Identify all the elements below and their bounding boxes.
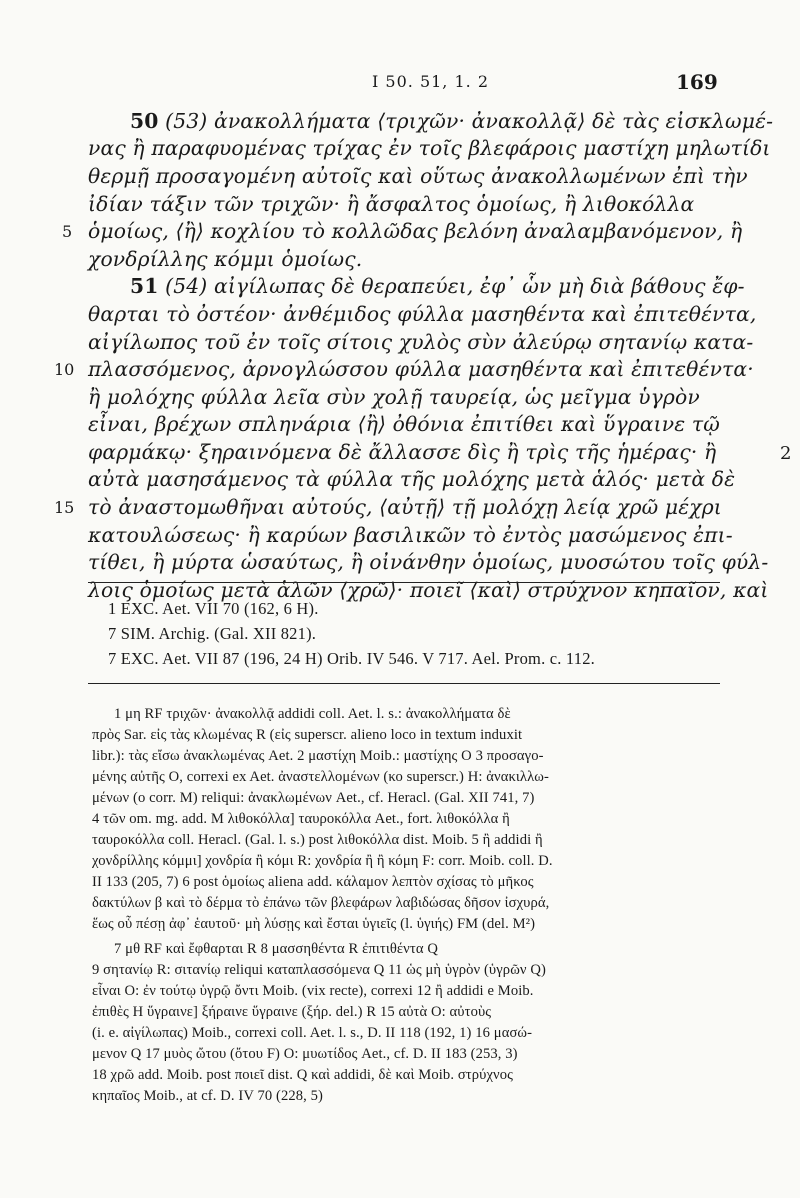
apparatus-line: II 133 (205, 7) 6 post ὁμοίως aliena add. κάλαμον λεπτὸν σχίσας τὸ μῆκος [92,874,534,890]
text-line-with-margin [0,440,800,468]
line-number: 5 [62,222,73,241]
apparatus-line: ἐπιθὲς H ὕγραινε] ξήραινε ὕγραινε (ξήρ. del.) R 15 αὐτὰ O: αὐτοὺς [92,1004,492,1020]
text-line: τὸ ἀναστομωθῆναι αὐτούς, ⟨αὐτῇ⟩ τῇ μολόχῃ λείᾳ χρῶ μέχρι [88,495,722,519]
section-number: 51 [130,274,159,298]
text-line: τίθει, ἢ μύρτα ὡσαύτως, ἢ οἰνάνθην ὁμοίως, μυοσώτου τοῖς φύλ- [88,550,769,574]
divider-rule [88,683,720,684]
apparatus-line: πρὸς Sar. εἰς τὰς κλωμένας R (εἰς superscr. alieno loco in textum induxit [92,727,523,743]
divider-rule [88,582,720,583]
apparatus-line: 1 μη RF τριχῶν· ἀνακολλᾷ addidi coll. Aet. l. s.: ἀνακολλήματα δὲ [114,706,511,722]
page-number: 169 [676,70,718,94]
text-line-content: (53) ἀνακολλήματα ⟨τριχῶν· ἀνακολλᾷ⟩ δὲ τὰς εἰσκλωμέ- [165,109,774,133]
text-line-content: (54) αἰγίλωπας δὲ θεραπεύει, ἐφ᾽ ὧν μὴ διὰ βάθους ἔφ- [165,274,745,298]
text-line [130,109,773,133]
line-number: 15 [54,498,75,517]
text-line: θαρται τὸ ὀστέον· ἀνθέμιδος φύλλα μασηθέντα καὶ ἐπιτεθέντα, [88,302,757,326]
apparatus-line: μένων (ο corr. M) reliqui: ἀνακλωμένων Aet., cf. Heracl. (Gal. XII 741, 7) [92,790,535,806]
section-number: 50 [130,109,159,133]
apparatus-line: 9 σητανίῳ R: σιτανίῳ reliqui καταπλασσόμενα Q 11 ὡς μὴ ὑγρὸν (ὑγρῶν Q) [92,962,546,978]
numbered-line [0,219,800,247]
apparatus-line: χονδρίλλης κόμμι] χονδρία ἢ κόμι R: χονδρία ἢ ἢ κόμη F: corr. Moib. coll. D. [92,853,553,869]
section-reference: I 50. 51, 1. 2 [372,72,489,91]
text-line: ἢ μολόχης φύλλα λεῖα σὺν χολῇ ταυρείᾳ, ὡς μεῖγμα ὑγρὸν [88,385,700,409]
text-line: κατουλώσεως· ἢ καρύων βασιλικῶν τὸ ἐντὸς μασώμενος ἐπι- [88,523,733,547]
apparatus-line: μένης αὐτῆς O, correxi ex Aet. ἀναστελλομένων (κο superscr.) H: ἀνακιλλω- [92,769,549,785]
apparatus-line: 7 μθ RF καὶ ἔφθαρται R 8 μασσηθέντα R ἐπιτιθέντα Q [114,941,438,957]
text-line: ὁμοίως, ⟨ἢ⟩ κοχλίου τὸ κολλῶδας βελόνη ἀναλαμβανόμενον, ἢ [88,219,743,243]
apparatus-line: εἶναι O: ἐν τούτῳ ὑγρῷ ὄντι Moib. (vix recte), correxi 12 ἢ addidi e Moib. [92,983,534,999]
text-line: αὐτὰ μασησάμενος τὰ φύλλα τῆς μολόχης μετὰ ἁλός· μετὰ δὲ [88,467,736,491]
text-line: λοις ὁμοίως μετὰ ἁλῶν ⟨χρῶ⟩· ποιεῖ ⟨καὶ⟩ στρύχνον κηπαῖον, καὶ [88,578,769,602]
numbered-line [0,357,800,385]
apparatus-line: (i. e. αἰγίλωπας) Moib., correxi coll. Aet. l. s., D. II 118 (192, 1) 16 μασώ- [92,1025,533,1041]
numbered-line [0,495,800,523]
apparatus-line: libr.): τὰς εἴσω ἀνακλωμένας Aet. 2 μαστίχη Moib.: μαστίχης O 3 προσαγο- [92,748,544,764]
text-line: φαρμάκῳ· ξηραινόμενα δὲ ἄλλασσε δὶς ἢ τρὶς τῆς ἡμέρας· ἢ [88,440,717,464]
apparatus-line: 18 χρῶ add. Moib. post ποιεῖ dist. Q καὶ addidi, δὲ καὶ Moib. στρύχνος [92,1067,514,1083]
text-line: θερμῇ προσαγομένη αὐτοῖς καὶ οὕτως ἀνακολλωμένων ἐπὶ τὴν [88,164,748,188]
text-line: χονδρίλλης κόμμι ὁμοίως. [88,247,363,271]
text-line: νας ἢ παραφυομένας τρίχας ἐν τοῖς βλεφάροις μαστίχη μηλωτίδι [88,136,771,160]
testimonium-line: 1 EXC. Aet. VII 70 (162, 6 H). [108,599,319,618]
running-head [0,64,800,94]
apparatus-line: 4 τῶν om. mg. add. M λιθοκόλλα] ταυροκόλλα Aet., fort. λιθοκόλλα ἢ [92,811,510,827]
margin-number: 2 [780,443,792,464]
apparatus-line: κηπαῖος Moib., at cf. D. IV 70 (228, 5) [92,1088,324,1104]
text-line [130,274,745,298]
apparatus-line: μενον Q 17 μυὸς ὤτου (ὄτου F) O: μυωτίδος Aet., cf. D. II 183 (253, 3) [92,1046,518,1062]
text-line: αἰγίλωπος τοῦ ἐν τοῖς σίτοις χυλὸς σὺν ἀλεύρῳ σητανίῳ κατα- [88,330,754,354]
apparatus-line: ἕως οὗ πέσῃ ἀφ᾽ ἑαυτοῦ· μὴ λύσῃς καὶ ἔσται ὑγιεῖς (l. ὑγιής) FM (del. M²) [92,916,536,932]
line-number: 10 [54,360,75,379]
text-line: εἶναι, βρέχων σπληνάρια ⟨ἢ⟩ ὀθόνια ἐπιτίθει καὶ ὕγραινε τῷ [88,412,720,436]
text-line: ἰδίαν τάξιν τῶν τριχῶν· ἢ ἄσφαλτος ὁμοίως, ἢ λιθοκόλλα [88,192,695,216]
testimonium-line: 7 EXC. Aet. VII 87 (196, 24 H) Orib. IV 546. V 717. Ael. Prom. c. 112. [108,649,595,668]
testimonium-line: 7 SIM. Archig. (Gal. XII 821). [108,624,317,643]
text-line: πλασσόμενος, ἀρνογλώσσου φύλλα μασηθέντα καὶ ἐπιτεθέντα· [88,357,754,381]
apparatus-line: δακτύλων β καὶ τὸ δέρμα τὸ ἐπάνω τῶν βλεφάρων λαβιδώσας δῆσον ἰσχυρά, [92,895,550,911]
apparatus-line: ταυροκόλλα coll. Heracl. (Gal. l. s.) post λιθοκόλλα dist. Moib. 5 ἢ addidi ἢ [92,832,543,848]
